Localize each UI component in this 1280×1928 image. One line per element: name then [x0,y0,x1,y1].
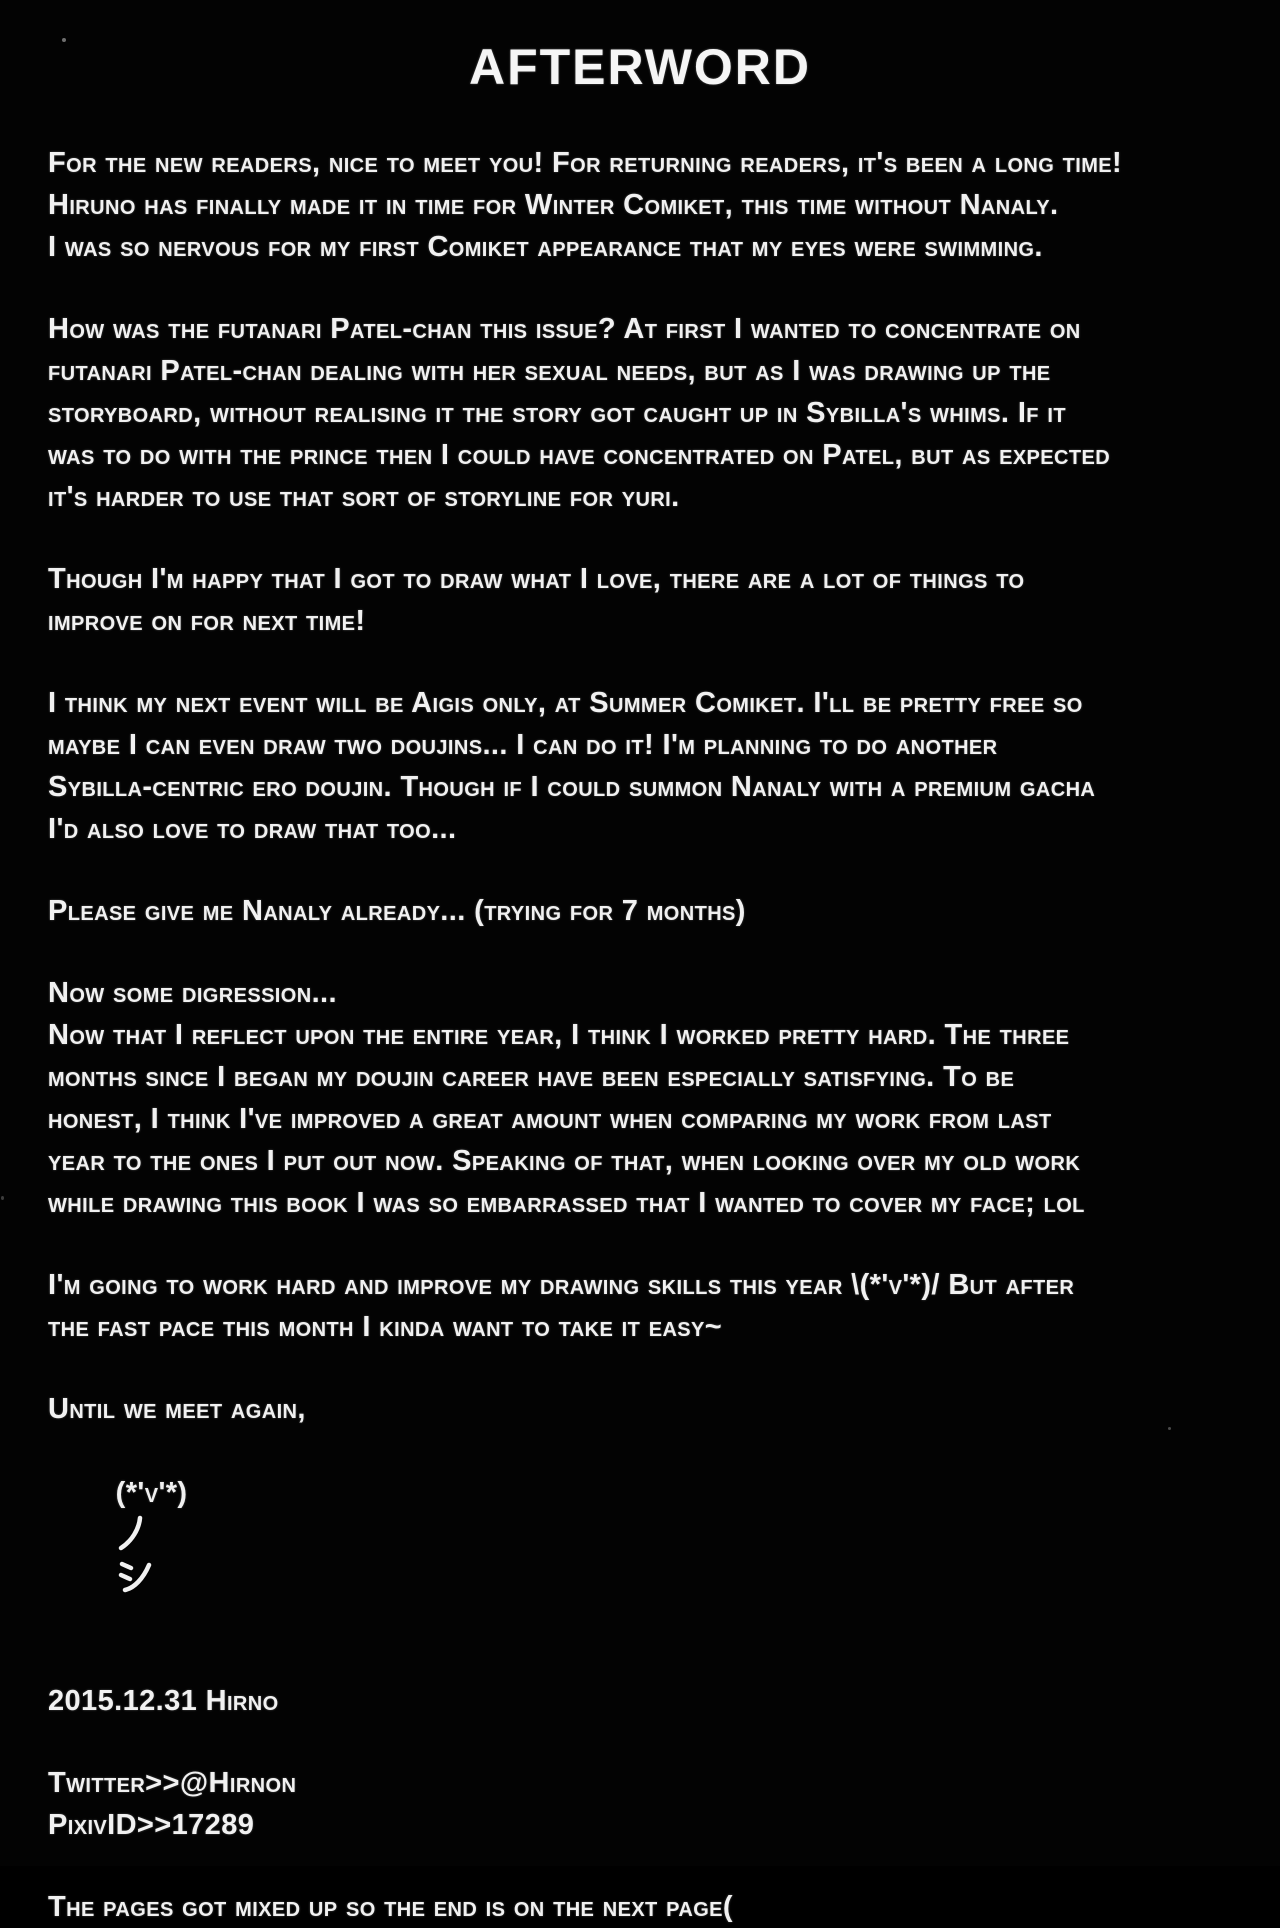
afterword-body [0,102,1280,1928]
text-line: Please give me Nanaly already... (trying for 7 months) [48,895,746,927]
text-line: I'm going to work hard and improve my drawing skills this year \(*'v'*)/ But after [48,1269,1075,1301]
page-title: AFTERWORD [468,39,812,95]
text-line: Hiruno has finally made it in time for Winter Comiket, this time without Nanaly. [48,189,1059,221]
text-line: maybe I can even draw two doujins... I can do it! I'm planning to do another [48,729,998,761]
text-line: honest, I think I've improved a great amount when comparing my work from last [48,1103,1052,1135]
text-line: I think my next event will be Aigis only, at Summer Comiket. I'll be pretty free so [48,687,1083,719]
text-line: Now that I reflect upon the entire year, I think I worked pretty hard. The three [48,1019,1070,1051]
text-line: Though I'm happy that I got to draw what I love, there are a lot of things to [48,563,1025,595]
text-line: the fast pace this month I kinda want to take it easy~ [48,1311,723,1343]
footer-note-line: The pages got mixed up so the end is on the next page( [48,1891,733,1923]
signoff-line: Until we meet again, [48,1393,306,1425]
date-signature-line: 2015.12.31 Hirno [48,1685,279,1717]
text-line: was to do with the prince then I could have concentrated on Patel, but as expected [48,439,1111,471]
contact-info [48,1762,1240,1846]
text-line: while drawing this book I was so embarrassed that I wanted to cover my face; lol [48,1187,1085,1219]
text-line: months since I began my doujin career have been especially satisfying. To be [48,1061,1015,1093]
paragraph-greeting [48,142,1240,268]
paragraph-about-issue [48,308,1240,518]
signoff-emoticon [48,1430,1240,1640]
paragraph-nanaly-plea [48,890,1240,932]
text-line: improve on for next time! [48,605,366,637]
paragraph-resolution [48,1264,1240,1348]
footer-note [48,1886,1240,1928]
scan-speck [1168,1427,1171,1430]
text-line: How was the futanari Patel-chan this issue? At first I wanted to concentrate on [48,313,1081,345]
scan-speck [62,38,66,42]
emoticon-face: (*'v'*) [115,1477,188,1509]
text-line: Now some digression... [48,977,337,1009]
text-line: For the new readers, nice to meet you! For returning readers, it's been a long time! [48,147,1123,179]
date-signature [48,1680,1240,1722]
text-line: year to the ones I put out now. Speaking of that, when looking over my old work [48,1145,1081,1177]
signoff [48,1388,1240,1640]
text-line: futanari Patel-chan dealing with her sexual needs, but as I was drawing up the [48,355,1051,387]
scan-speck [1,1196,4,1200]
text-line: storyboard, without realising it the story got caught up in Sybilla's whims. If it [48,397,1066,429]
katakana-shi-icon [118,1557,152,1593]
text-line: I'd also love to draw that too... [48,813,457,845]
text-line: it's harder to use that sort of storyline for yuri. [48,481,680,513]
twitter-handle: Twitter>>@Hirnon [48,1767,297,1799]
text-line: Sybilla-centric ero doujin. Though if I could summon Nanaly with a premium gacha [48,771,1096,803]
paragraph-digression [48,972,1240,1224]
paragraph-improvement [48,558,1240,642]
text-line: I was so nervous for my first Comiket appearance that my eyes were swimming. [48,231,1043,263]
katakana-no-icon [118,1515,144,1551]
pixiv-id: PixivID>>17289 [48,1809,255,1841]
paragraph-next-event [48,682,1240,850]
